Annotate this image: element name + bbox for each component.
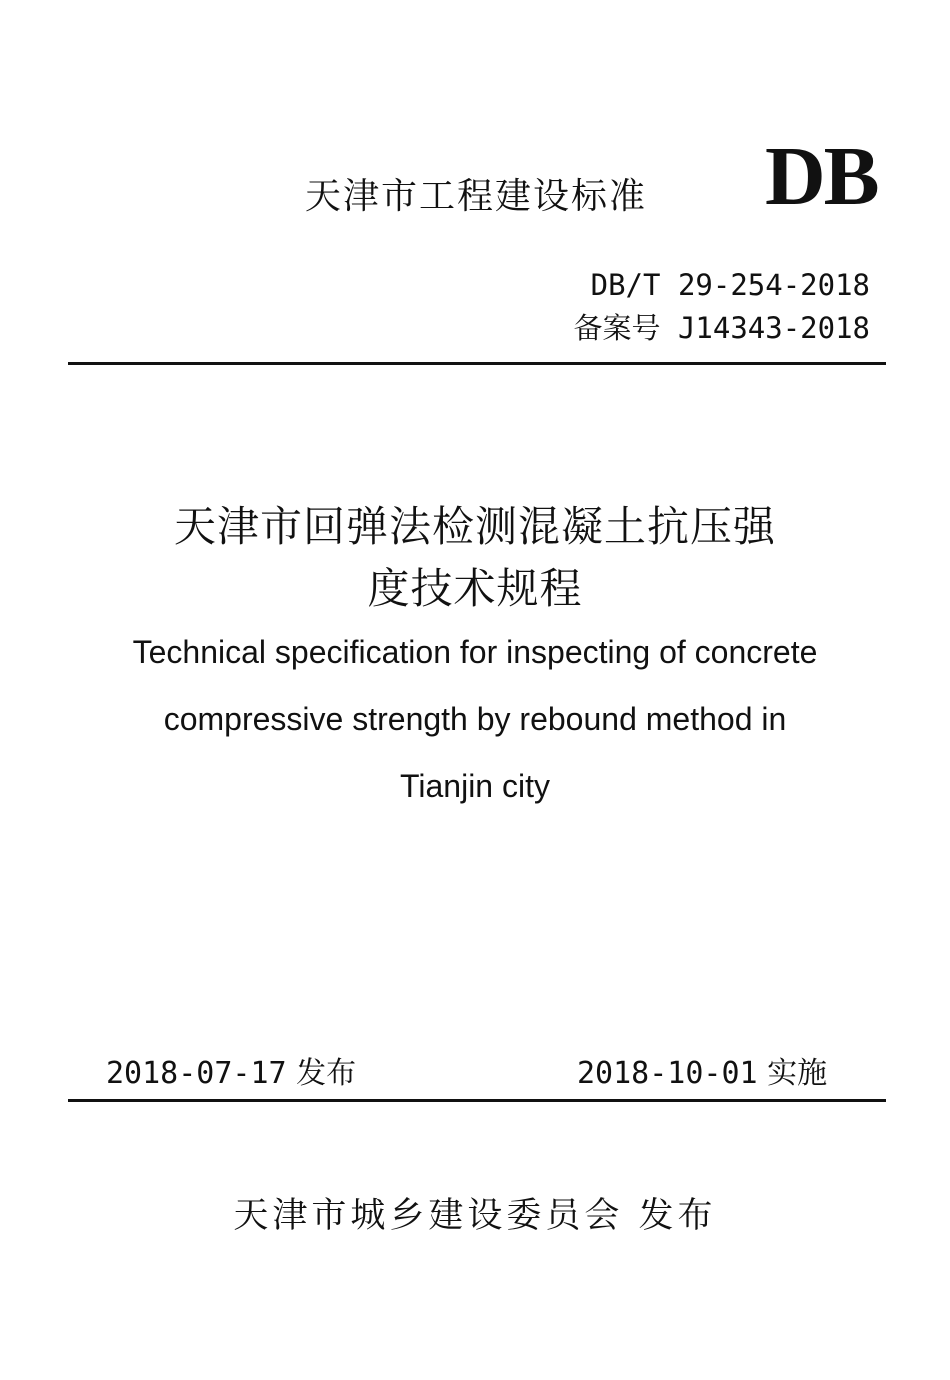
db-mark: DB xyxy=(765,130,878,223)
standard-category: 天津市工程建设标准 xyxy=(305,176,648,217)
title-english-line-2: compressive strength by rebound method in xyxy=(163,701,787,737)
record-number: 备案号 J14343-2018 xyxy=(573,311,870,345)
top-divider xyxy=(68,362,886,365)
issue-date xyxy=(106,1048,356,1092)
issue-date-label: 发布 xyxy=(296,1056,357,1091)
implementation-date-label: 实施 xyxy=(767,1056,828,1091)
title-chinese-line-2: 度技术规程 xyxy=(367,564,583,613)
implementation-date-value: 2018-10-01 xyxy=(577,1056,758,1091)
title-english-line-1: Technical specification for inspecting of concrete xyxy=(132,634,818,670)
title-chinese-line-1: 天津市回弹法检测混凝土抗压强 xyxy=(173,502,776,551)
bottom-divider xyxy=(68,1099,886,1102)
issue-date-value: 2018-07-17 xyxy=(106,1056,287,1091)
standard-number: DB/T 29-254-2018 xyxy=(590,268,870,302)
implementation-date xyxy=(577,1048,827,1092)
publisher: 天津市城乡建设委员会 发布 xyxy=(233,1196,717,1236)
title-english-line-3: Tianjin city xyxy=(400,768,550,804)
